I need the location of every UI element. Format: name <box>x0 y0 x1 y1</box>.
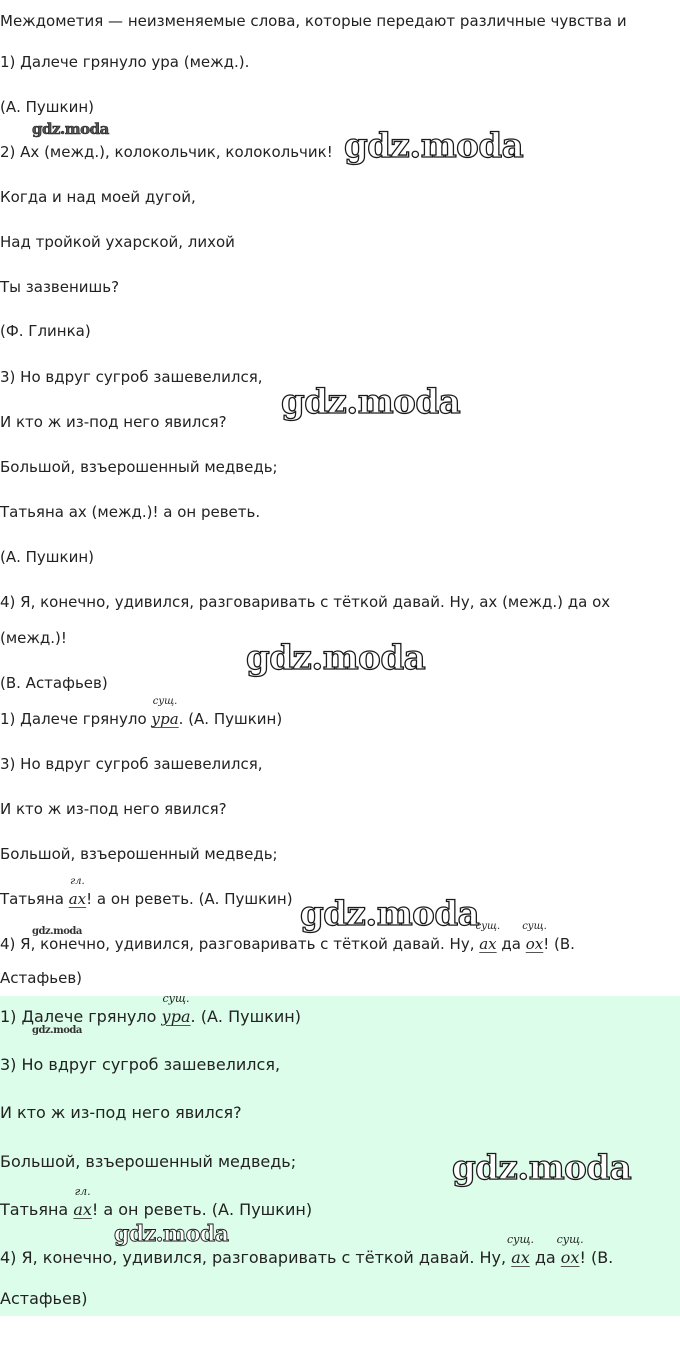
watermark-logo: gdz.moda <box>114 1221 229 1247</box>
example-1-line: 1) Далече грянуло ура (межд.). <box>0 53 250 71</box>
example-3-line-2: И кто ж из-под него явился? <box>0 413 227 431</box>
watermark-logo: gdz.moda <box>32 926 82 937</box>
part-of-speech-mark: сущ. <box>152 696 178 707</box>
highlighted-sentence-3-line-4: Татьяна гл. ах! а он реветь. (А. Пушкин) <box>0 1185 313 1219</box>
example-3-line-4: Татьяна ах (межд.)! а он реветь. <box>0 503 261 521</box>
example-2-source: (Ф. Глинка) <box>0 322 91 340</box>
watermark-logo: gdz.moda <box>246 638 426 678</box>
annotated-word: гл. ах <box>68 876 87 908</box>
annotated-sentence-4-line-1: 4) Я, конечно, удивился, разговаривать с тёткой давай. Ну, сущ. ах да сущ. ох! (В. <box>0 921 575 953</box>
part-of-speech-mark: сущ. <box>162 992 190 1005</box>
watermark-logo: gdz.moda <box>281 382 461 422</box>
annotated-sentence-3-line-2: И кто ж из-под него явился? <box>0 800 227 818</box>
example-4-line-1: 4) Я, конечно, удивился, разговаривать с тёткой давай. Ну, ах (межд.) да ох <box>0 593 611 611</box>
annotated-sentence-1: 1) Далече грянуло сущ. ура. (А. Пушкин) <box>0 696 283 728</box>
part-of-speech-mark: сущ. <box>522 921 547 932</box>
annotated-word: сущ. ура <box>151 696 179 728</box>
highlighted-sentence-3-line-2: И кто ж из-под него явился? <box>0 1103 242 1122</box>
annotated-word: сущ. ура <box>161 992 191 1026</box>
example-4-line-2: (межд.)! <box>0 629 67 647</box>
example-4-source: (В. Астафьев) <box>0 674 108 692</box>
part-of-speech-mark: гл. <box>74 1185 91 1198</box>
annotated-sentence-3-line-4: Татьяна гл. ах! а он реветь. (А. Пушкин) <box>0 876 293 908</box>
watermark-logo: gdz.moda <box>452 1148 632 1188</box>
example-2-poem-line-1: Когда и над моей дугой, <box>0 188 196 206</box>
highlighted-sentence-4-line-1: 4) Я, конечно, удивился, разговаривать с тёткой давай. Ну, сущ. ах да сущ. ох! (В. <box>0 1233 614 1267</box>
watermark-logo: gdz.moda <box>300 894 480 934</box>
annotated-word: гл. ах <box>73 1185 92 1219</box>
part-of-speech-mark: сущ. <box>475 921 501 932</box>
watermark-logo: gdz.moda <box>344 126 524 166</box>
annotated-word: сущ. ах <box>475 921 501 953</box>
watermark-logo: gdz.moda <box>32 1025 82 1036</box>
part-of-speech-mark: сущ. <box>556 1233 584 1246</box>
example-1-source: (А. Пушкин) <box>0 98 94 116</box>
annotated-sentence-4-line-2: Астафьев) <box>0 969 83 987</box>
highlighted-sentence-3-line-3: Большой, взъерошенный медведь; <box>0 1152 297 1171</box>
example-2-line: 2) Ах (межд.), колокольчик, колокольчик! <box>0 143 333 161</box>
intro-text: Междометия — неизменяемые слова, которые передают различные чувства и <box>0 12 627 30</box>
highlighted-sentence-4-line-2: Астафьев) <box>0 1289 88 1308</box>
part-of-speech-mark: гл. <box>70 876 85 887</box>
watermark-logo: gdz.moda <box>32 120 109 138</box>
example-2-poem-line-3: Ты зазвенишь? <box>0 278 120 296</box>
highlighted-sentence-1: 1) Далече грянуло сущ. ура. (А. Пушкин) <box>0 992 301 1026</box>
example-3-line-3: Большой, взъерошенный медведь; <box>0 458 278 476</box>
example-3-line-1: 3) Но вдруг сугроб зашевелился, <box>0 368 263 386</box>
annotated-word: сущ. ох <box>522 921 547 953</box>
annotated-word: сущ. ох <box>556 1233 584 1267</box>
example-3-source: (А. Пушкин) <box>0 548 94 566</box>
highlighted-sentence-3-line-1: 3) Но вдруг сугроб зашевелился, <box>0 1055 281 1074</box>
annotated-word: сущ. ах <box>506 1233 534 1267</box>
annotated-sentence-3-line-1: 3) Но вдруг сугроб зашевелился, <box>0 755 263 773</box>
annotated-sentence-3-line-3: Большой, взъерошенный медведь; <box>0 845 278 863</box>
part-of-speech-mark: сущ. <box>506 1233 534 1246</box>
example-2-poem-line-2: Над тройкой ухарской, лихой <box>0 233 235 251</box>
